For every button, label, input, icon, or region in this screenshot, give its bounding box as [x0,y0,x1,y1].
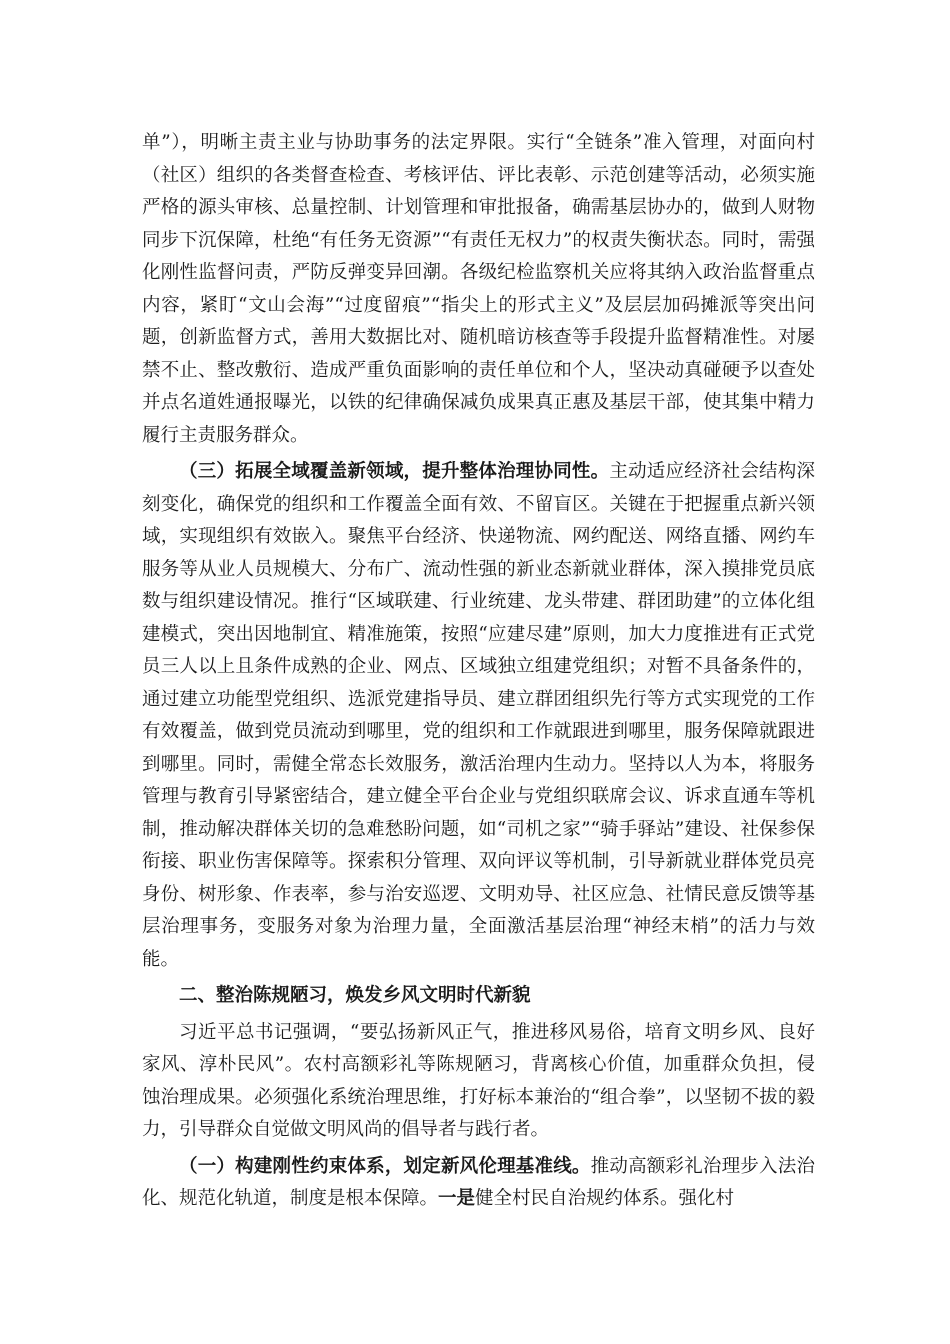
chapter-heading: 二、整治陈规陋习，焕发乡风文明时代新貌 [179,985,531,1006]
section-heading-inline: （一）构建刚性约束体系，划定新风伦理基准线。 [179,1155,591,1177]
section-heading-inline: （三）拓展全域覆盖新领域，提升整体治理协同性。 [179,461,610,482]
list-marker: 一是 [438,1188,476,1209]
paragraph-intro [142,1017,815,1147]
paragraph-section-three [142,456,815,976]
paragraph-text: 推动高额彩礼治理步入法治化、规范化轨道，制度是根本保障。 [142,1155,815,1209]
paragraph-text: 主动适应经济社会结构深刻变化，确保党的组织和工作覆盖全面有效、不留盲区。关键在于把握重点新兴领域，实现组织有效嵌入。聚焦平台经济、快递物流、网约配送、网络直播、网约车服务等从业人员规模大、分布广、流动性强的新业态新就业群体，深入摸排党员底数与组织建设情况。推行“区域联建、行业统建、龙头带建、群团助建”的立体化组建模式，突出因地制宜、精准施策，按照“应建尽建”原则，加大力度推进有正式党员三人以上且条件成熟的企业、网点、区域独立组建党组织；对暂不具备条件的，通过建立功能型党组织、选派党建指导员、建立群团组织先行等方式实现党的工作有效覆盖，做到党员流动到哪里，党的组织和工作就跟进到哪里，服务保障就跟进到哪里。同时，需健全常态长效服务，激活治理内生动力。坚持以人为本，将服务管理与教育引导紧密结合，建立健全平台企业与党组织联席会议、诉求直通车等机制，推动解决群体关切的急难愁盼问题，如“司机之家”“骑手驿站”建设、社保参保衔接、职业伤害保障等。探索积分管理、双向评议等机制，引导新就业群体党员亮身份、树形象、作表率，参与治安巡逻、文明劝导、社区应急、社情民意反馈等基层治理事务，变服务对象为治理力量，全面激活基层治理“神经末梢”的活力与效能。 [142,461,815,970]
paragraph-text: 单”），明晰主责主业与协助事务的法定界限。实行“全链条”准入管理，对面向村（社区）组织的各类督查检查、考核评估、评比表彰、示范创建等活动，必须实施严格的源头审核、总量控制、计划管理和审批报备，确需基层协办的，做到人财物同步下沉保障，杜绝“有任务无资源”“有责任无权力”的权责失衡状态。同时，需强化刚性监督问责，严防反弹变异回潮。各级纪检监察机关应将其纳入政治监督重点内容，紧盯“文山会海”“过度留痕”“指尖上的形式主义”及层层加码摊派等突出问题，创新监督方式，善用大数据比对、随机暗访核查等手段提升监督精准性。对屡禁不止、整改敷衍、造成严重负面影响的责任单位和个人，坚决动真碰硬予以查处并点名道姓通报曝光，以铁的纪律确保减负成果真正惠及基层干部，使其集中精力履行主责服务群众。 [142,132,815,446]
paragraph-text: 习近平总书记强调，“要弘扬新风正气，推进移风易俗，培育文明乡风、良好家风、淳朴民风”。农村高额彩礼等陈规陋习，背离核心价值，加重群众负担，侵蚀治理成果。必须强化系统治理思维，打好标本兼治的“组合拳”，以坚韧不拔的毅力，引导群众自觉做文明风尚的倡导者与践行者。 [142,1021,815,1140]
paragraph-text-continued: 健全村民自治规约体系。强化村 [475,1188,735,1209]
paragraph-continuation [142,127,815,452]
document-body [142,127,815,1216]
paragraph-section-one [142,1151,815,1216]
